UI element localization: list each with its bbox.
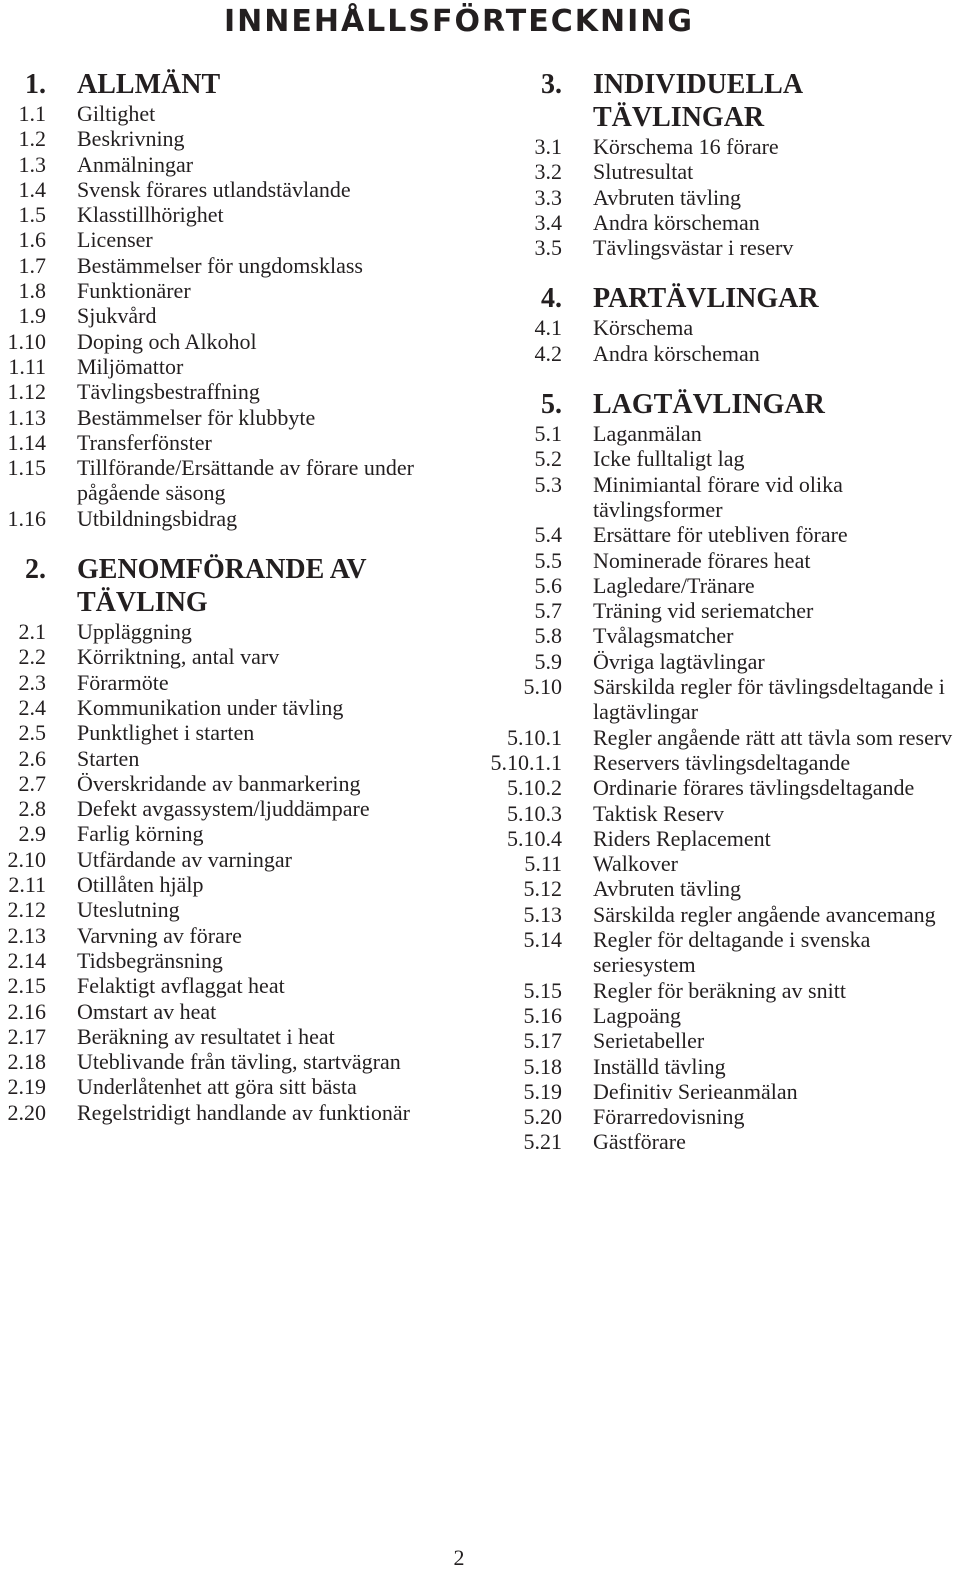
toc-entry bbox=[0, 695, 470, 720]
toc-entry-title: Träning vid seriematcher bbox=[593, 598, 814, 624]
toc-entry bbox=[0, 278, 470, 303]
toc-entry-title: Licenser bbox=[77, 227, 153, 253]
section-spacer bbox=[470, 366, 960, 388]
toc-entry-number: 5.10.2 bbox=[507, 775, 562, 801]
toc-entry-title: Uteslutning bbox=[77, 897, 180, 923]
toc-entry bbox=[0, 354, 470, 379]
toc-entry-number: 2.13 bbox=[7, 922, 46, 948]
toc-entry-title: Särskilda regler för tävlingsdeltagande i lagtävlingar bbox=[593, 674, 945, 725]
toc-entry-number: 1.10 bbox=[7, 328, 46, 354]
toc-entry-title: Regelstridigt handlande av funktionär bbox=[77, 1099, 410, 1125]
toc-entry-title: Andra körscheman bbox=[593, 209, 760, 235]
toc-entry-number: 2.6 bbox=[18, 745, 46, 771]
toc-entry bbox=[0, 152, 470, 177]
toc-entry-number: 5.15 bbox=[523, 977, 562, 1003]
toc-entry-number: 1.1 bbox=[18, 101, 46, 126]
toc-entry-number: 2.5 bbox=[18, 720, 46, 746]
toc-entry-number: 5.19 bbox=[523, 1078, 562, 1104]
toc-entry-number: 5.18 bbox=[523, 1053, 562, 1079]
toc-entry-number: 2.18 bbox=[7, 1049, 46, 1075]
toc-entry-title: Lagpoäng bbox=[593, 1002, 681, 1028]
toc-entry-number: 2.7 bbox=[18, 770, 46, 796]
toc-entry-title: Klasstillhörighet bbox=[77, 202, 224, 228]
toc-entry-title: Sjukvård bbox=[77, 303, 157, 329]
toc-entry-title: Regler för beräkning av snitt bbox=[593, 977, 846, 1003]
toc-entry-number: 5.10.3 bbox=[507, 800, 562, 826]
section-number: 2. bbox=[25, 554, 46, 586]
toc-entry-number: 1.14 bbox=[7, 429, 46, 455]
toc-entry-title: Taktisk Reserv bbox=[593, 800, 725, 826]
toc-entry bbox=[470, 1079, 960, 1104]
toc-entry-title: Varvning av förare bbox=[77, 922, 242, 948]
toc-entry bbox=[470, 623, 960, 648]
toc-entry bbox=[470, 235, 960, 260]
toc-entry-number: 2.17 bbox=[7, 1023, 46, 1049]
toc-entry bbox=[470, 801, 960, 826]
toc-entry-number: 1.13 bbox=[7, 404, 46, 430]
toc-entry-number: 5.10.1.1 bbox=[490, 749, 562, 775]
toc-entry-number: 1.8 bbox=[18, 278, 46, 304]
section-number: 4. bbox=[541, 283, 562, 315]
toc-entry-title: Svensk förares utlandstävlande bbox=[77, 176, 351, 202]
toc-entry-title: Körschema 16 förare bbox=[593, 134, 779, 159]
section-heading bbox=[0, 553, 470, 619]
toc-entry-title: Ordinarie förares tävlingsdeltagande bbox=[593, 775, 915, 801]
toc-entry-number: 5.10.1 bbox=[507, 724, 562, 750]
toc-entry-title: Serietabeller bbox=[593, 1028, 705, 1054]
toc-entry-number: 1.16 bbox=[7, 505, 46, 531]
toc-entry-number: 2.1 bbox=[18, 619, 46, 645]
toc-entry bbox=[470, 598, 960, 623]
toc-entry-title: Kommunikation under tävling bbox=[77, 694, 344, 720]
toc-entry bbox=[0, 771, 470, 796]
toc-entry-number: 1.11 bbox=[8, 353, 46, 379]
toc-entry-title: Körriktning, antal varv bbox=[77, 644, 280, 670]
toc-entry bbox=[470, 573, 960, 598]
toc-entry-title: Avbruten tävling bbox=[593, 184, 742, 210]
toc-entry bbox=[470, 421, 960, 446]
toc-entry-title: Förarredovisning bbox=[593, 1104, 745, 1130]
section-title: INDIVIDUELLA TÄVLINGAR bbox=[593, 69, 802, 133]
toc-entry-number: 2.11 bbox=[8, 872, 46, 898]
toc-entry-title: Transferfönster bbox=[77, 429, 212, 455]
toc-entry-number: 5.1 bbox=[534, 421, 562, 447]
toc-entry bbox=[0, 506, 470, 531]
section-number: 3. bbox=[541, 69, 562, 100]
toc-entry bbox=[470, 1028, 960, 1053]
toc-entry bbox=[470, 159, 960, 184]
toc-entry-title: Otillåten hjälp bbox=[77, 872, 204, 898]
toc-entry-title: Walkover bbox=[593, 851, 678, 877]
toc-entry-number: 5.20 bbox=[523, 1104, 562, 1130]
toc-entry bbox=[470, 548, 960, 573]
toc-entry bbox=[470, 522, 960, 547]
toc-entry bbox=[0, 644, 470, 669]
toc-entry-title: Farlig körning bbox=[77, 821, 204, 847]
toc-entry-title: Starten bbox=[77, 745, 140, 771]
toc-entry-title: Underlåtenhet att göra sitt bästa bbox=[77, 1074, 357, 1100]
toc-entry bbox=[0, 329, 470, 354]
toc-entry-title: Utfärdande av varningar bbox=[77, 846, 293, 872]
toc-entry-title: Särskilda regler angående avancemang bbox=[593, 901, 936, 927]
toc-entry bbox=[0, 405, 470, 430]
toc-entry-title: Felaktigt avflaggat heat bbox=[77, 973, 285, 999]
toc-entry-title: Doping och Alkohol bbox=[77, 328, 257, 354]
section-heading bbox=[470, 388, 960, 421]
section-number: 5. bbox=[541, 389, 562, 421]
toc-entry bbox=[470, 1003, 960, 1028]
toc-entry-number: 5.21 bbox=[523, 1129, 562, 1155]
toc-entry-title: Nominerade förares heat bbox=[593, 547, 811, 573]
toc-column-right bbox=[470, 68, 960, 1155]
toc-entry bbox=[0, 821, 470, 846]
toc-entry-title: Tillförande/Ersättande av förare under pågående säsong bbox=[77, 455, 415, 506]
section-spacer bbox=[470, 260, 960, 282]
toc-entry-title: Gästförare bbox=[593, 1129, 686, 1155]
toc-entry-number: 5.10.4 bbox=[507, 825, 562, 851]
toc-entry bbox=[0, 126, 470, 151]
toc-entry bbox=[470, 210, 960, 235]
toc-entry bbox=[470, 134, 960, 159]
toc-entry-number: 2.14 bbox=[7, 947, 46, 973]
toc-entry bbox=[0, 227, 470, 252]
toc-entry bbox=[470, 446, 960, 471]
toc-entry-title: Riders Replacement bbox=[593, 825, 771, 851]
toc-entry-number: 5.2 bbox=[534, 446, 562, 472]
toc-entry-title: Icke fulltaligt lag bbox=[593, 446, 745, 472]
toc-entry bbox=[470, 725, 960, 750]
toc-entry bbox=[470, 1129, 960, 1154]
toc-entry-number: 1.3 bbox=[18, 151, 46, 177]
toc-entry-number: 3.4 bbox=[534, 209, 562, 235]
section-title: LAGTÄVLINGAR bbox=[593, 389, 825, 421]
toc-entry-number: 5.6 bbox=[534, 572, 562, 598]
toc-column-left bbox=[0, 68, 470, 1125]
toc-entry-number: 1.15 bbox=[7, 455, 46, 481]
section-title: ALLMÄNT bbox=[77, 69, 221, 100]
toc-entry bbox=[470, 649, 960, 674]
toc-entry bbox=[470, 826, 960, 851]
toc-entry-title: Regler för deltagande i svenska seriesystem bbox=[593, 927, 871, 978]
toc-entry bbox=[0, 202, 470, 227]
toc-entry-title: Beräkning av resultatet i heat bbox=[77, 1023, 335, 1049]
toc-entry-title: Bestämmelser för ungdomsklass bbox=[77, 252, 363, 278]
toc-entry-number: 1.6 bbox=[18, 227, 46, 253]
toc-entry bbox=[0, 455, 470, 506]
toc-entry-title: Andra körscheman bbox=[593, 340, 760, 366]
toc-entry bbox=[0, 101, 470, 126]
toc-entry bbox=[470, 185, 960, 210]
toc-entry-title: Uppläggning bbox=[77, 619, 192, 645]
toc-entry-number: 5.9 bbox=[534, 648, 562, 674]
toc-entry-title: Förarmöte bbox=[77, 669, 169, 695]
toc-entry-number: 2.16 bbox=[7, 998, 46, 1024]
toc-entry-title: Ersättare för utebliven förare bbox=[593, 522, 848, 548]
toc-entry-number: 2.12 bbox=[7, 897, 46, 923]
toc-entry-title: Defekt avgassystem/ljuddämpare bbox=[77, 796, 370, 822]
toc-entry-number: 5.13 bbox=[523, 901, 562, 927]
toc-entry-title: Definitiv Serieanmälan bbox=[593, 1078, 798, 1104]
toc-entry-title: Punktlighet i starten bbox=[77, 720, 255, 746]
toc-entry-number: 3.5 bbox=[534, 235, 562, 261]
toc-entry-title: Körschema bbox=[593, 315, 694, 341]
toc-entry-number: 2.3 bbox=[18, 669, 46, 695]
toc-entry bbox=[470, 902, 960, 927]
toc-entry-number: 2.4 bbox=[18, 694, 46, 720]
toc-entry-title: Slutresultat bbox=[593, 159, 694, 185]
toc-entry-title: Regler angående rätt att tävla som reserv bbox=[593, 724, 953, 750]
toc-entry-number: 5.16 bbox=[523, 1002, 562, 1028]
toc-entry-number: 3.1 bbox=[534, 134, 562, 159]
toc-entry bbox=[470, 750, 960, 775]
toc-entry-number: 2.9 bbox=[18, 821, 46, 847]
toc-entry bbox=[470, 341, 960, 366]
toc-entry bbox=[0, 670, 470, 695]
toc-entry-title: Avbruten tävling bbox=[593, 876, 742, 902]
toc-entry bbox=[0, 999, 470, 1024]
section-heading bbox=[0, 68, 470, 101]
toc-entry-number: 5.11 bbox=[524, 851, 562, 877]
toc-entry bbox=[470, 674, 960, 725]
toc-entry-number: 5.5 bbox=[534, 547, 562, 573]
toc-entry bbox=[0, 619, 470, 644]
toc-entry bbox=[0, 923, 470, 948]
toc-entry-title: Tvålagsmatcher bbox=[593, 623, 734, 649]
toc-entry-number: 3.3 bbox=[534, 184, 562, 210]
toc-entry-title: Övriga lagtävlingar bbox=[593, 648, 765, 674]
toc-entry-number: 5.7 bbox=[534, 598, 562, 624]
toc-entry-number: 5.8 bbox=[534, 623, 562, 649]
toc-entry-number: 1.4 bbox=[18, 176, 46, 202]
toc-entry-number: 2.20 bbox=[7, 1099, 46, 1125]
toc-entry-title: Överskridande av banmarkering bbox=[77, 770, 361, 796]
toc-entry bbox=[0, 847, 470, 872]
toc-entry-number: 2.8 bbox=[18, 796, 46, 822]
toc-entry-title: Beskrivning bbox=[77, 126, 185, 152]
toc-entry-number: 2.15 bbox=[7, 973, 46, 999]
toc-entry-number: 2.19 bbox=[7, 1074, 46, 1100]
toc-entry bbox=[470, 775, 960, 800]
toc-entry-number: 5.14 bbox=[523, 927, 562, 953]
toc-entry-title: Bestämmelser för klubbyte bbox=[77, 404, 316, 430]
section-title: GENOMFÖRANDE AV TÄVLING bbox=[77, 554, 367, 619]
page-title: INNEHÅLLSFÖRTECKNING bbox=[223, 4, 694, 39]
toc-entry-title: Minimiantal förare vid olika tävlingsformer bbox=[593, 471, 843, 522]
section-title: PARTÄVLINGAR bbox=[593, 283, 819, 315]
toc-entry-number: 3.2 bbox=[534, 159, 562, 185]
toc-entry-number: 1.7 bbox=[18, 252, 46, 278]
toc-entry bbox=[0, 872, 470, 897]
toc-entry bbox=[0, 796, 470, 821]
toc-entry-title: Anmälningar bbox=[77, 151, 194, 177]
toc-entry-number: 5.10 bbox=[523, 674, 562, 700]
toc-entry bbox=[0, 253, 470, 278]
toc-entry bbox=[0, 177, 470, 202]
toc-entry-title: Reservers tävlingsdeltagande bbox=[593, 749, 851, 775]
toc-entry bbox=[470, 315, 960, 340]
toc-entry bbox=[0, 430, 470, 455]
section-spacer bbox=[0, 531, 470, 553]
toc-entry-title: Miljömattor bbox=[77, 353, 184, 379]
toc-entry-title: Funktionärer bbox=[77, 278, 191, 304]
toc-entry bbox=[0, 1100, 470, 1125]
toc-entry-number: 2.2 bbox=[18, 644, 46, 670]
toc-entry-number: 5.17 bbox=[523, 1028, 562, 1054]
toc-entry bbox=[470, 472, 960, 523]
toc-entry bbox=[470, 1104, 960, 1129]
section-heading bbox=[470, 68, 960, 134]
toc-entry-number: 4.1 bbox=[534, 315, 562, 341]
toc-entry-number: 1.2 bbox=[18, 126, 46, 152]
toc-entry-title: Lagledare/Tränare bbox=[593, 572, 755, 598]
toc-entry-title: Uteblivande från tävling, startvägran bbox=[77, 1049, 401, 1075]
toc-entry bbox=[0, 897, 470, 922]
toc-entry bbox=[470, 851, 960, 876]
toc-entry bbox=[0, 948, 470, 973]
page-number: 2 bbox=[453, 1545, 465, 1570]
toc-entry bbox=[470, 927, 960, 978]
toc-entry-title: Omstart av heat bbox=[77, 998, 217, 1024]
section-number: 1. bbox=[25, 69, 46, 100]
toc-entry-number: 5.3 bbox=[534, 471, 562, 497]
toc-entry bbox=[470, 1054, 960, 1079]
toc-entry-number: 1.5 bbox=[18, 202, 46, 228]
toc-entry bbox=[0, 1024, 470, 1049]
toc-entry bbox=[0, 379, 470, 404]
toc-entry-title: Laganmälan bbox=[593, 421, 702, 447]
toc-entry bbox=[470, 978, 960, 1003]
section-heading bbox=[470, 282, 960, 315]
toc-entry-number: 2.10 bbox=[7, 846, 46, 872]
toc-entry-number: 1.12 bbox=[7, 379, 46, 405]
toc-entry bbox=[0, 746, 470, 771]
toc-entry bbox=[0, 973, 470, 998]
toc-entry-title: Tävlingsbestraffning bbox=[77, 379, 260, 405]
toc-entry-number: 5.4 bbox=[534, 522, 562, 548]
toc-entry bbox=[470, 876, 960, 901]
toc-entry-number: 5.12 bbox=[523, 876, 562, 902]
toc-entry-title: Inställd tävling bbox=[593, 1053, 726, 1079]
toc-entry-title: Tidsbegränsning bbox=[77, 947, 223, 973]
toc-entry bbox=[0, 1049, 470, 1074]
toc-entry bbox=[0, 303, 470, 328]
toc-entry bbox=[0, 720, 470, 745]
toc-entry-title: Tävlingsvästar i reserv bbox=[593, 235, 794, 261]
toc-entry-title: Giltighet bbox=[77, 101, 156, 126]
toc-entry bbox=[0, 1074, 470, 1099]
toc-entry-number: 1.9 bbox=[18, 303, 46, 329]
toc-entry-title: Utbildningsbidrag bbox=[77, 505, 238, 531]
toc-entry-number: 4.2 bbox=[534, 340, 562, 366]
